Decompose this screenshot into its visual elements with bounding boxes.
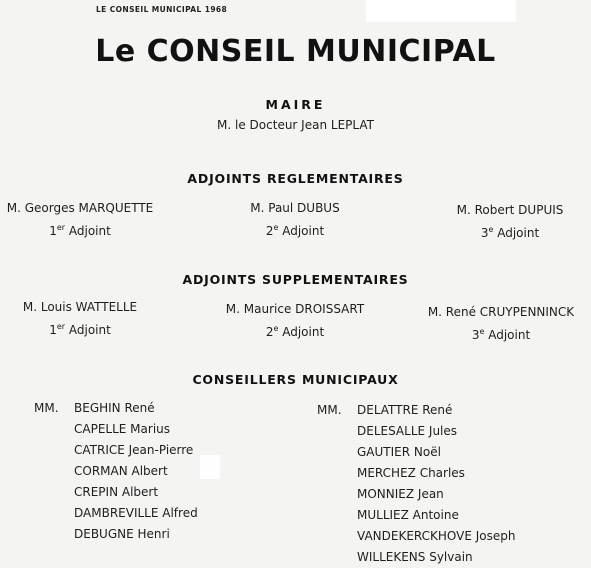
person-role: 3e Adjoint: [480, 225, 540, 240]
list-item: MERCHEZ Charles: [357, 466, 465, 480]
list-item: MULLIEZ Antoine: [357, 508, 459, 522]
paper-highlight: [200, 455, 220, 479]
adjoint-supplementaire-3: [412, 303, 590, 345]
person-name: M. Georges MARQUETTE: [6, 201, 154, 215]
adjoint-reglementaire-3: [430, 201, 590, 243]
list-item: CAPELLE Marius: [74, 422, 171, 436]
paper-highlight: [366, 0, 516, 22]
list-item: WILLEKENS Sylvain: [357, 550, 473, 564]
page-title: Le CONSEIL MUNICIPAL: [95, 34, 496, 69]
section-heading-adjoints-reglementaires: ADJOINTS REGLEMENTAIRES: [187, 171, 404, 186]
list-item: DELESALLE Jules: [357, 424, 458, 438]
section-heading-maire: MAIRE: [265, 97, 326, 112]
person-role: 1er Adjoint: [49, 322, 111, 337]
running-header: LE CONSEIL MUNICIPAL 1968: [96, 5, 228, 14]
person-role: 1er Adjoint: [49, 223, 111, 238]
person-name: M. Maurice DROISSART: [225, 302, 365, 316]
list-item: MONNIEZ Jean: [357, 487, 444, 501]
list-item: DAMBREVILLE Alfred: [74, 506, 198, 520]
person-name: M. Robert DUPUIS: [456, 203, 564, 217]
list-item: MM. DELATTRE René: [317, 400, 516, 421]
list-item: VANDEKERCKHOVE Joseph: [357, 529, 516, 543]
list-item: CORMAN Albert: [74, 464, 168, 478]
list-item: GAUTIER Noël: [357, 445, 441, 459]
adjoint-reglementaire-1: [0, 199, 160, 241]
list-item: MM. BEGHIN René: [34, 398, 198, 419]
person-name: M. Paul DUBUS: [250, 201, 340, 215]
section-heading-conseillers: CONSEILLERS MUNICIPAUX: [192, 372, 399, 387]
person-role: 2e Adjoint: [265, 223, 325, 238]
adjoint-supplementaire-1: [0, 298, 160, 340]
conseillers-left-list: [34, 398, 198, 545]
adjoint-reglementaire-2: [215, 199, 375, 241]
section-heading-adjoints-supplementaires: ADJOINTS SUPPLEMENTAIRES: [182, 272, 409, 287]
person-role: 2e Adjoint: [265, 324, 325, 339]
list-prefix: MM.: [34, 401, 59, 415]
maire-name: M. le Docteur Jean LEPLAT: [217, 118, 374, 132]
list-item: CATRICE Jean-Pierre: [74, 443, 194, 457]
list-item: DEBUGNE Henri: [74, 527, 170, 541]
person-name: M. Louis WATTELLE: [22, 300, 138, 314]
list-prefix: MM.: [317, 403, 342, 417]
person-name: M. René CRUYPENNINCK: [427, 305, 575, 319]
conseillers-right-list: [317, 400, 516, 568]
adjoint-supplementaire-2: [200, 300, 390, 342]
person-role: 3e Adjoint: [471, 327, 531, 342]
list-item: CREPIN Albert: [74, 485, 159, 499]
